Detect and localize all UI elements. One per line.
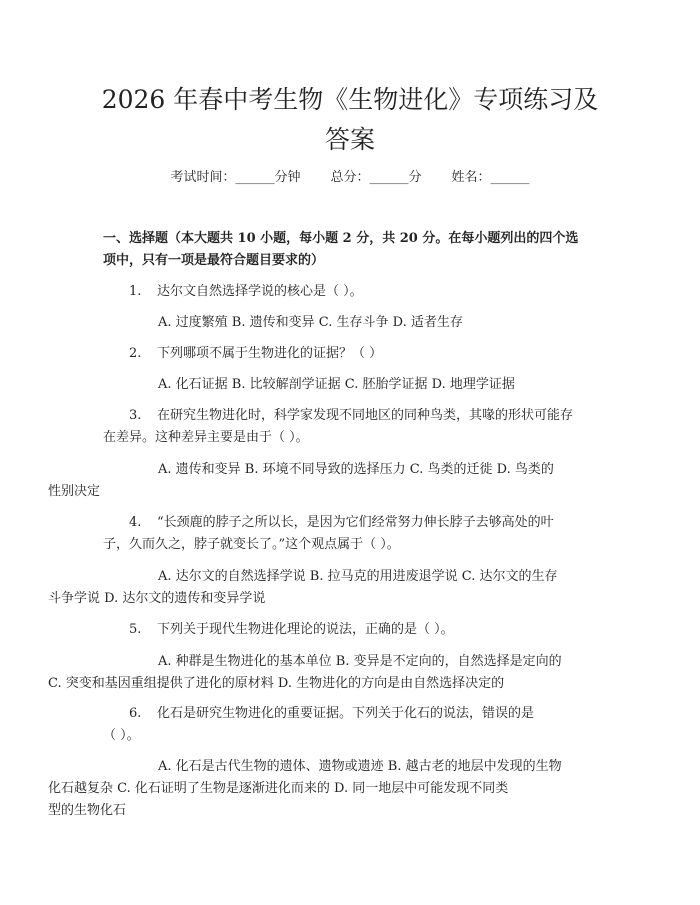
exam-meta	[0, 168, 700, 188]
section-heading-line-1: 一、选择题（本大题共 10 小题，每小题 2 分，共 20 分。在每小题列出的四个选	[103, 231, 579, 246]
options-line-1: A. 达尔文的自然选择学说 B. 拉马克的用进废退学说 C. 达尔文的生存	[158, 569, 558, 584]
question-stem-line-1: “长颈鹿的脖子之所以长，是因为它们经常努力伸长脖子去够高处的叶	[157, 515, 554, 530]
question-stem-line-2: 子，久而久之，脖子就变长了。”这个观点属于（ ）。	[103, 537, 400, 552]
title-line-2: 答案	[324, 125, 375, 154]
options-line-3: 型的生物化石	[48, 803, 127, 818]
question-3	[103, 405, 603, 449]
options-line-1: A. 遗传和变异 B. 环境不同导致的选择压力 C. 鸟类的迁徙 D. 鸟类的	[158, 462, 554, 477]
question-number: 3.	[129, 408, 142, 423]
question-number: 5.	[129, 622, 142, 637]
question-6-options	[48, 756, 603, 822]
question-stem-line-1: 化石是研究生物进化的重要证据。下列关于化石的说法，错误的是	[157, 706, 535, 721]
question-1	[103, 281, 603, 303]
page-title	[60, 80, 640, 160]
question-2	[103, 343, 603, 365]
question-number: 2.	[129, 346, 142, 361]
question-stem-line-2: （ ）。	[103, 728, 140, 743]
question-stem: 下列关于现代生物进化理论的说法，正确的是（ ）。	[157, 622, 454, 637]
options-line-1: A. 种群是生物进化的基本单位 B. 变异是不定向的，自然选择是定向的	[158, 654, 562, 669]
question-stem-line-2: 在差异。这种差异主要是由于（ ）。	[103, 430, 309, 445]
options-line-1: A. 化石是古代生物的遗体、遗物或遗迹 B. 越古老的地层中发现的生物	[158, 759, 562, 774]
question-6	[103, 703, 603, 747]
options-line-2: 性别决定	[48, 484, 101, 499]
options-line-2: 斗争学说 D. 达尔文的遗传和变异学说	[48, 591, 266, 606]
title-line-1: 2026 年春中考生物《生物进化》专项练习及	[101, 85, 599, 114]
question-3-options	[48, 459, 603, 503]
score-field: 总分：______分	[330, 170, 422, 185]
options-line-2: 化石越复杂 C. 化石证明了生物是逐渐进化而来的 D. 同一地层中可能发现不同类	[48, 781, 509, 796]
time-field: 考试时间：______分钟	[170, 170, 301, 185]
options-line: A. 过度繁殖 B. 遗传和变异 C. 生存斗争 D. 适者生存	[158, 315, 463, 330]
section-heading	[103, 228, 603, 272]
question-1-options	[103, 312, 603, 334]
question-2-options	[103, 374, 603, 396]
options-line-2: C. 突变和基因重组提供了进化的原材料 D. 生物进化的方向是由自然选择决定的	[48, 676, 505, 691]
question-5-options	[48, 651, 603, 695]
question-4-options	[48, 566, 603, 610]
question-number: 1.	[129, 284, 142, 299]
question-number: 6.	[129, 706, 142, 721]
section-heading-line-2: 项中，只有一项是最符合题目要求的）	[103, 253, 325, 268]
question-5	[103, 619, 603, 641]
question-stem-line-1: 在研究生物进化时，科学家发现不同地区的同种鸟类，其喙的形状可能存	[157, 408, 574, 423]
question-number: 4.	[129, 515, 142, 530]
options-line: A. 化石证据 B. 比较解剖学证据 C. 胚胎学证据 D. 地理学证据	[158, 377, 515, 392]
question-stem: 达尔文自然选择学说的核心是（ ）。	[157, 284, 363, 299]
question-stem: 下列哪项不属于生物进化的证据？（ ）	[157, 346, 383, 361]
name-field: 姓名：______	[451, 170, 530, 185]
question-4	[103, 512, 603, 556]
